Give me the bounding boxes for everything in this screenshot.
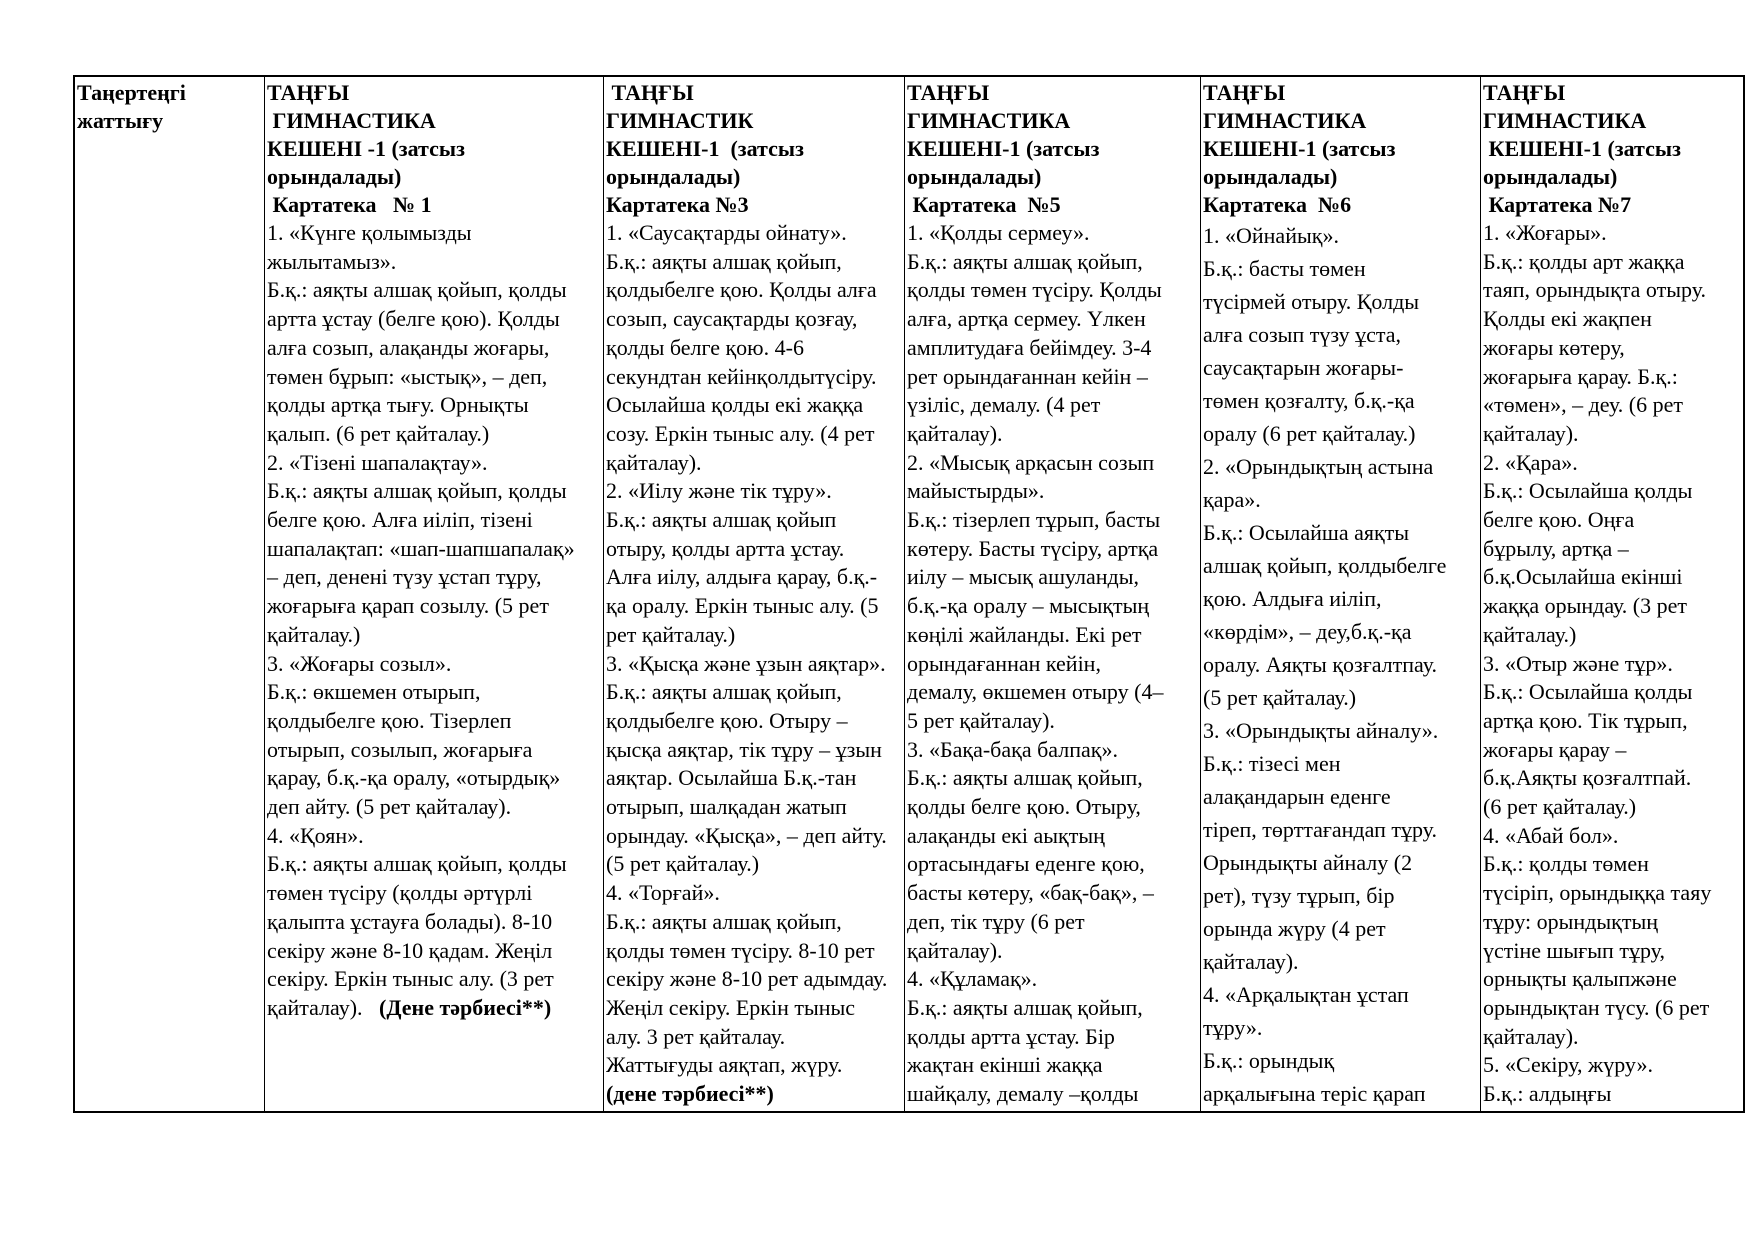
text-line: қысқа аяқтар, тік тұру – ұзын — [606, 736, 882, 762]
text-line: алшақ қойып, қолдыбелге — [1203, 553, 1447, 578]
row-label-cell — [75, 77, 265, 1111]
text-line: 2. «Мысық арқасын созып — [907, 449, 1155, 475]
text-line: 3. «Орындықты айналу». — [1203, 718, 1439, 743]
text-line: 3. «Отыр және тұр». — [1483, 650, 1673, 676]
text-line: орындағаннан кейін, — [907, 650, 1101, 676]
text-line: секіру. Еркін тыныс алу. (3 рет — [267, 966, 554, 992]
text-line: жылытамыз». — [267, 248, 397, 274]
text-line: қалыпта ұстауға болады). 8-10 — [267, 908, 553, 934]
text-line: демалу, өкшемен отыру (4– — [907, 679, 1164, 705]
text-line: алу. 3 рет қайталау. — [606, 1023, 786, 1049]
text-line: көтеру. Басты түсіру, артқа — [907, 535, 1159, 561]
text-line: артқа қою. Тік тұрып, — [1483, 707, 1688, 733]
column-header: ТАҢҒЫ ГИМНАСТИКА КЕШЕНІ-1 (затсыз орындалады) Картатека №6 — [1203, 80, 1396, 217]
text-line: 4. «Торғай». — [606, 880, 720, 906]
text-line: Б.қ.: өкшемен отырып, — [267, 679, 481, 705]
text-line: Б.қ.: басты төмен — [1203, 256, 1366, 281]
text-line: Б.қ.: қолды арт жаққа — [1483, 248, 1685, 274]
text-line: б.қ.-қа оралу – мысықтың — [907, 593, 1150, 619]
text-line: аяқтар. Осылайша Б.қ.-тан — [606, 765, 857, 791]
text-line: орында жүру (4 рет — [1203, 916, 1386, 941]
text-line: Б.қ.: аяқты алшақ қойып, — [606, 248, 842, 274]
text-line: 3. «Жоғары созыл». — [267, 650, 452, 676]
text-line: б.қ.Осылайша екінші — [1483, 564, 1683, 590]
text-line: алға созып түзу ұста, — [1203, 322, 1401, 347]
text-line: Б.қ.: аяқты алшақ қойып, қолды — [267, 851, 567, 877]
text-line: жоғарыға қарау. Б.қ.: — [1483, 363, 1678, 389]
text-line: созып, саусақтарды қозғау, — [606, 306, 858, 332]
text-line: Алға иілу, алдыға қарау, б.қ.- — [606, 564, 878, 590]
text-line: қолды артта ұстау. Бір — [907, 1023, 1115, 1049]
text-line: көңілі жайланды. Екі рет — [907, 621, 1142, 647]
text-line: Б.қ.: тізерлеп тұрып, басты — [907, 507, 1161, 533]
column-header: ТАҢҒЫ ГИМНАСТИКА КЕШЕНІ-1 (затсыз орындалады) Картатека №7 — [1483, 80, 1681, 217]
text-line: қайталау.) — [267, 621, 361, 647]
text-line: қолдыбелге қою. Отыру – — [606, 707, 848, 733]
text-line: тұру: орындықтың — [1483, 908, 1659, 934]
text-line: Б.қ.: аяқты алшақ қойып, — [907, 765, 1143, 791]
text-line: иілу – мысық ашуланды, — [907, 564, 1140, 590]
text-line: 4. «Абай бол». — [1483, 822, 1619, 848]
text-line: б.қ.Аяқты қозғалтпай. — [1483, 765, 1692, 791]
text-line: Б.қ.: аяқты алшақ қойып, — [606, 679, 842, 705]
text-line: (дене тәрбиесі**) — [606, 1081, 774, 1107]
text-line: қайталау). — [1203, 949, 1299, 974]
text-line: 5 рет қайталау). — [907, 707, 1055, 733]
text-line: Б.қ.: алдыңғы — [1483, 1081, 1612, 1107]
text-line: Б.қ.: Осылайша қолды — [1483, 478, 1693, 504]
text-line: алға, артқа сермеу. Үлкен — [907, 306, 1146, 332]
text-line: төмен түсіру (қолды әртүрлі — [267, 880, 533, 906]
text-line: қайталау). — [606, 449, 702, 475]
text-line: орнықты қалыпжәне — [1483, 966, 1677, 992]
text-line: 1. «Жоғары». — [1483, 220, 1607, 245]
text-line: (6 рет қайталау.) — [1483, 794, 1637, 820]
text-line: шапалақтап: «шап-шапшапалақ» — [267, 535, 575, 561]
text-line: белге қою. Оңға — [1483, 507, 1635, 533]
text-line: Б.қ.: аяқты алшақ қойып, — [606, 908, 842, 934]
text-line: 4. «Қоян». — [267, 822, 364, 848]
column-cell-7 — [1481, 77, 1745, 1111]
text-line: түсіріп, орындыққа таяу — [1483, 880, 1712, 906]
exercise-text — [267, 219, 603, 1023]
text-line: белге қою. Алға иіліп, тізені — [267, 507, 533, 533]
text-line: жоғарыға қарап созылу. (5 рет — [267, 593, 549, 619]
text-line: Б.қ.: орындық — [1203, 1048, 1335, 1073]
text-line — [267, 994, 603, 1023]
text-line: рет), түзу тұрып, бір — [1203, 883, 1395, 908]
text-line: шайқалу, демалу –қолды — [907, 1081, 1139, 1107]
text-line: ортасындағы еденге қою, — [907, 851, 1145, 877]
text-line: 4. «Құламақ». — [907, 966, 1038, 992]
text-line: қою. Алдыға иіліп, — [1203, 586, 1382, 611]
text-line: Б.қ.: аяқты алшақ қойып, — [907, 248, 1143, 274]
text-line: орындықтан түсу. (6 рет — [1483, 994, 1710, 1020]
text-line: отырып, шалқадан жатып — [606, 794, 847, 820]
text-line: деп айту. (5 рет қайталау). — [267, 794, 512, 820]
text-line: 5. «Секіру, жүру». — [1483, 1052, 1653, 1078]
text-line: секіру және 8-10 рет адымдау. — [606, 966, 888, 992]
column-cell-3 — [604, 77, 905, 1111]
text-line: алақанды екі аықтың — [907, 822, 1105, 848]
text-line: Б.қ.: аяқты алшақ қойып, қолды — [267, 277, 567, 303]
text-line: отыру, қолды артта ұстау. — [606, 535, 845, 561]
column-header: ТАҢҒЫ ГИМНАСТИКА КЕШЕНІ-1 (затсыз орындалады) Картатека №5 — [907, 80, 1100, 217]
text-line: қа оралу. Еркін тыныс алу. (5 — [606, 593, 879, 619]
text-line: Б.қ.: аяқты алшақ қойып — [606, 507, 837, 533]
text-line: «көрдім», – деу,б.қ.-қа — [1203, 619, 1412, 644]
text-segment: қайталау). — [267, 994, 380, 1020]
text-line: саусақтарын жоғары- — [1203, 355, 1404, 380]
column-cell-1 — [265, 77, 604, 1111]
text-line: қарау, б.қ.-қа оралу, «отырдық» — [267, 765, 561, 791]
text-line: артта ұстау (белге қою). Қолды — [267, 306, 560, 332]
text-line: жақтан екінші жаққа — [907, 1052, 1103, 1078]
text-line: қолды белге қою. Отыру, — [907, 794, 1141, 820]
text-line: қолды төмен түсіру. Қолды — [907, 277, 1162, 303]
text-line: қолды артқа тығу. Орнықты — [267, 392, 529, 418]
column-header: ТАҢҒЫ ГИМНАСТИКА КЕШЕНІ -1 (затсыз орындалады) Картатека № 1 — [267, 80, 465, 217]
text-line: Орындықты айналу (2 — [1203, 850, 1413, 875]
text-line: Қолды екі жақпен — [1483, 306, 1652, 332]
text-line: (5 рет қайталау.) — [1203, 685, 1357, 710]
text-line: амплитудаға бейімдеу. 3-4 — [907, 334, 1152, 360]
text-line: 1. «Ойнайық». — [1203, 223, 1339, 248]
text-line: Б.қ.: аяқты алшақ қойып, қолды — [267, 478, 567, 504]
exercise-text — [606, 219, 904, 1109]
text-line: «төмен», – деу. (6 рет — [1483, 392, 1683, 418]
text-line: қайталау). — [1483, 420, 1579, 446]
text-line: басты көтеру, «бақ-бақ», – — [907, 880, 1154, 906]
text-line: 2. «Иілу және тік тұру». — [606, 478, 832, 504]
text-line: қалып. (6 рет қайталау.) — [267, 420, 490, 446]
text-line: түсірмей отыру. Қолды — [1203, 289, 1420, 314]
text-line: қара». — [1203, 487, 1261, 512]
text-line: Б.қ.: Осылайша аяқты — [1203, 520, 1410, 545]
text-line: қайталау.) — [1483, 621, 1577, 647]
text-line: рет орындағаннан кейін – — [907, 363, 1148, 389]
text-line: 4. «Арқалықтан ұстап — [1203, 982, 1409, 1007]
text-line: таяп, орындықта отыру. — [1483, 277, 1707, 303]
text-line: оралу (6 рет қайталау.) — [1203, 421, 1416, 446]
exercise-text — [907, 219, 1200, 1109]
text-line: орындау. «Қысқа», – деп айту. — [606, 822, 887, 848]
text-line: қолдыбелге қою. Қолды алға — [606, 277, 877, 303]
text-line: рет қайталау.) — [606, 621, 736, 647]
text-line: арқалығына теріс қарап — [1203, 1081, 1426, 1106]
text-line: қолды белге қою. 4-6 — [606, 334, 804, 360]
text-line: алақандарын еденге — [1203, 784, 1391, 809]
column-cell-5 — [905, 77, 1201, 1111]
text-line: Б.қ.: тізесі мен — [1203, 751, 1341, 776]
text-line: қолдыбелге қою. Тізерлеп — [267, 707, 512, 733]
text-line: Жеңіл секіру. Еркін тыныс — [606, 994, 856, 1020]
text-line: 1. «Қолды сермеу». — [907, 220, 1090, 245]
text-line: отырып, созылып, жоғарыға — [267, 736, 533, 762]
text-line: төмен бұрып: «ыстық», – деп, — [267, 363, 548, 389]
exercise-text — [1203, 219, 1480, 1110]
text-line: жоғары қарау – — [1483, 736, 1627, 762]
text-line: жоғары көтеру, — [1483, 334, 1625, 360]
text-line: жаққа орындау. (3 рет — [1483, 593, 1688, 619]
text-line: Б.қ.: қолды төмен — [1483, 851, 1649, 877]
text-line: алға созып, алақанды жоғары, — [267, 334, 550, 360]
text-line: 2. «Қара». — [1483, 449, 1578, 475]
text-line: Б.қ.: Осылайша қолды — [1483, 679, 1693, 705]
text-line: 3. «Қысқа және ұзын аяқтар». — [606, 650, 886, 676]
row-label: Таңертеңгі жаттығу — [77, 80, 186, 133]
text-line: Осылайша қолды екі жаққа — [606, 392, 864, 418]
text-line: қолды төмен түсіру. 8-10 рет — [606, 937, 875, 963]
text-line: (5 рет қайталау.) — [606, 851, 760, 877]
exercise-table — [73, 75, 1745, 1113]
text-line: тіреп, төрттағандап тұру. — [1203, 817, 1437, 842]
text-line: Жаттығуды аяқтап, жүру. — [606, 1052, 843, 1078]
text-line: секундтан кейінқолдытүсіру. — [606, 363, 877, 389]
text-line: майыстырды». — [907, 478, 1045, 504]
text-line: бұрылу, артқа – — [1483, 535, 1629, 561]
text-line: деп, тік тұру (6 рет — [907, 908, 1085, 934]
text-line: үзіліс, демалу. (4 рет — [907, 392, 1101, 418]
text-line: қайталау). — [1483, 1023, 1579, 1049]
text-line: 1. «Күнге қолымызды — [267, 220, 472, 245]
exercise-text — [1483, 219, 1745, 1109]
text-line: 2. «Орындықтың астына — [1203, 454, 1434, 479]
text-line: тұру». — [1203, 1015, 1263, 1040]
text-line: – деп, денені түзу ұстап тұру, — [267, 564, 542, 590]
text-line: үстіне шығып тұру, — [1483, 937, 1665, 963]
text-line: 2. «Тізені шапалақтау». — [267, 449, 488, 475]
text-line: Б.қ.: аяқты алшақ қойып, — [907, 994, 1143, 1020]
column-header: ТАҢҒЫ ГИМНАСТИК КЕШЕНІ-1 (затсыз орындалады) Картатека №3 — [606, 80, 804, 217]
text-line: секіру және 8-10 қадам. Жеңіл — [267, 937, 553, 963]
text-line: созу. Еркін тыныс алу. (4 рет — [606, 420, 875, 446]
text-line: 1. «Саусақтарды ойнату». — [606, 220, 847, 245]
subject-note: (Дене тәрбиесі**) — [379, 994, 552, 1020]
text-line: оралу. Аяқты қозғалтпау. — [1203, 652, 1437, 677]
text-line: қайталау). — [907, 937, 1003, 963]
column-cell-6 — [1201, 77, 1481, 1111]
text-line: 3. «Бақа-бақа балпақ». — [907, 736, 1118, 762]
text-line: қайталау). — [907, 420, 1003, 446]
text-line: төмен қозғалту, б.қ.-қа — [1203, 388, 1415, 413]
